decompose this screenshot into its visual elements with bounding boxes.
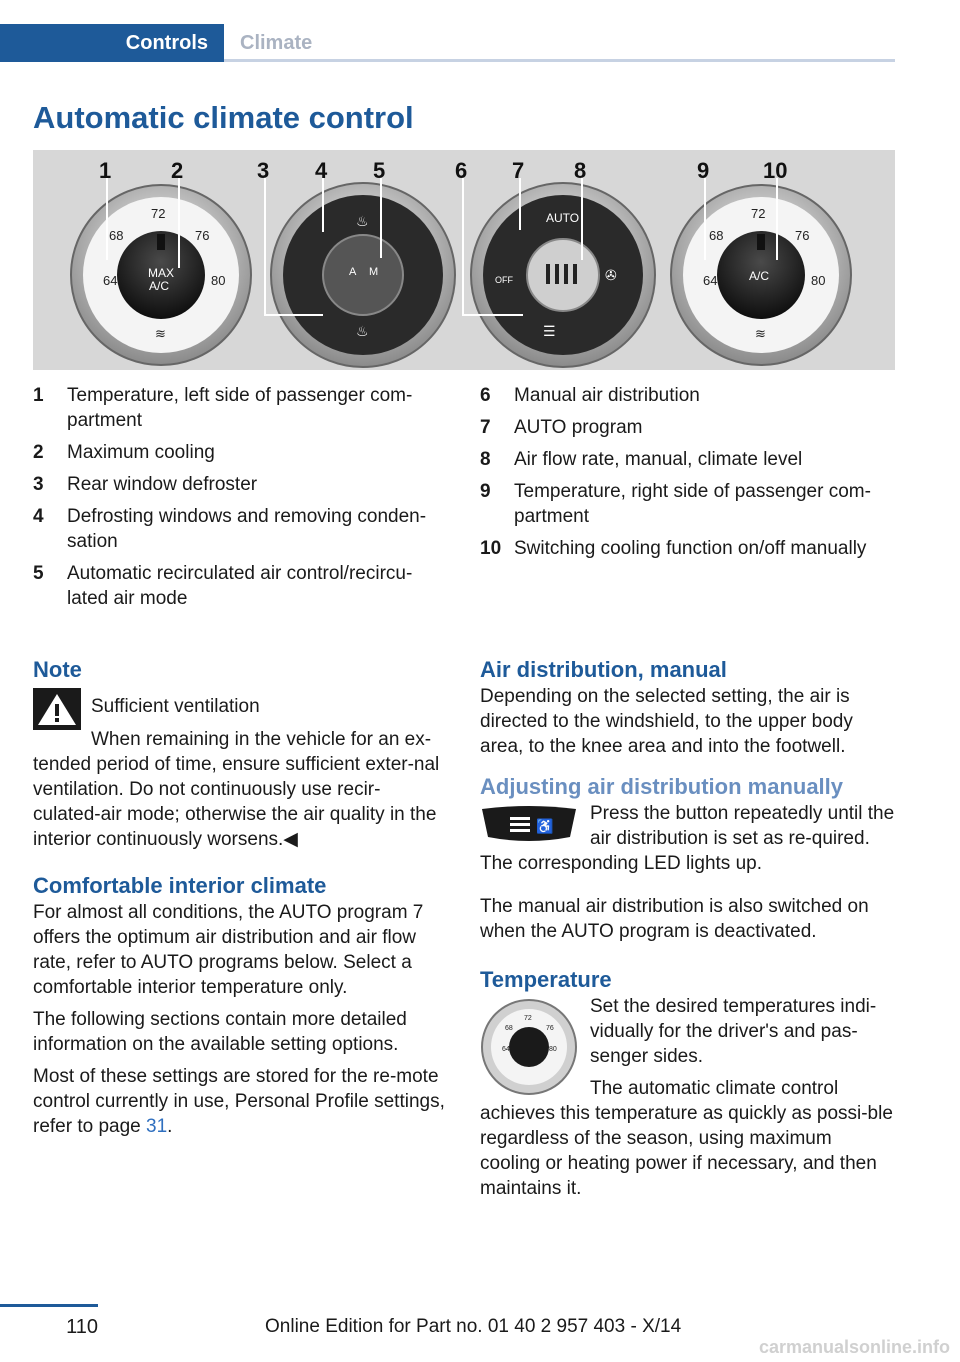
right-dial-76: 76 [795,228,810,243]
temperature-heading: Temperature [480,967,612,992]
defrost-recirculation-dial[interactable] [271,183,455,367]
svg-text:64: 64 [502,1046,510,1053]
section-tab-climate[interactable]: Climate [240,32,313,54]
adjust-air-paragraph: Press the button repeatedly until the air distribution is set as re-quired. The corresponding LED lights up. [480,803,895,874]
legend-item: 7 AUTO program [480,417,643,438]
recirc-a-label: A [349,266,357,278]
right-dial-64: 64 [703,273,718,288]
svg-text:72: 72 [524,1015,532,1022]
right-column [480,656,895,1201]
svg-text:☰: ☰ [543,323,556,339]
footer-divider [0,1304,98,1307]
comfort-paragraph-3: Most of these settings are stored for the re-mote control currently in use, Personal Profile settings, refer to page 31. [33,1066,445,1137]
right-dial-72: 72 [751,206,766,221]
comfort-paragraph-2: The following sections contain more detailed information on the available setting options. [33,1009,407,1055]
temperature-dial-thumbnail [480,998,578,1096]
svg-text:76: 76 [546,1025,554,1032]
legend-item: 6 Manual air distribution [480,385,700,406]
adjust-air-heading: Adjusting air distribution manually [480,774,844,799]
callout-1: 1 [99,158,112,183]
callout-10: 10 [763,158,788,183]
recirc-m-label: M [369,266,379,278]
air-distribution-heading: Air distribution, manual [480,657,727,682]
manual-air-paragraph: The manual air distribution is also switched on when the AUTO program is deactivated. [480,896,869,942]
svg-text:≋: ≋ [755,326,766,341]
callout-5: 5 [373,158,386,183]
svg-text:♿: ♿ [536,818,554,834]
comfort-heading: Comfortable interior climate [33,873,327,898]
left-dial-72: 72 [151,206,166,221]
auto-airflow-dial[interactable] [471,183,655,367]
comfort-paragraph-1: For almost all conditions, the AUTO program 7 offers the optimum air distribution and air flow rate, refer to AUTO programs below. Select a comfortable interior temperature only. [33,902,424,998]
legend-item: 2 Maximum cooling [33,442,215,463]
section-tab-controls[interactable]: Controls [0,24,224,62]
watermark: carmanualsonline.info [758,1337,950,1357]
callout-3: 3 [257,158,270,183]
legend-item: 10 Switching cooling function on/off manually [480,538,867,559]
left-dial-80: 80 [211,273,226,288]
warning-icon [33,688,81,730]
right-dial-center: A/C [749,269,770,283]
svg-text:✇: ✇ [605,267,617,283]
svg-text:♨: ♨ [356,213,369,229]
temperature-paragraph-1: Set the desired temperatures indi-vidually for the driver's and pas-senger sides. [590,996,877,1067]
page-title: Automatic climate control [33,100,414,135]
svg-text:80: 80 [549,1046,557,1053]
svg-text:68: 68 [505,1025,513,1032]
temperature-paragraph-2: The automatic climate control achieves this temperature as quickly as possi-ble regardless of the season, using maximum cooling or heating power if necessary, and then maintains it. [480,1078,893,1199]
right-dial-68: 68 [709,228,724,243]
left-temperature-dial[interactable] [71,185,251,365]
svg-text:≋: ≋ [155,326,166,341]
off-label: OFF [495,275,513,285]
header-divider [224,59,895,62]
legend-right [480,383,900,568]
callout-6: 6 [455,158,468,183]
edition-text: Online Edition for Part no. 01 40 2 957 403 - X/14 [265,1316,682,1337]
legend-item: 8 Air flow rate, manual, climate level [480,449,803,470]
legend-item: 9 Temperature, right side of passenger com-partment [480,481,871,527]
air-distribution-paragraph: Depending on the selected setting, the air is directed to the windshield, to the upper body area, to the knee area and into the footwell. [480,686,853,757]
page-number: 110 [66,1316,98,1338]
right-temperature-dial[interactable] [671,185,851,365]
legend-item: 1 Temperature, left side of passenger com-partment [33,385,413,431]
right-dial-80: 80 [811,273,826,288]
left-dial-68: 68 [109,228,124,243]
page-link[interactable]: 31 [146,1116,168,1137]
left-dial-76: 76 [195,228,210,243]
legend-item: 5 Automatic recirculated air control/recircu-lated air mode [33,563,413,609]
left-column [33,656,448,1139]
callout-8: 8 [574,158,587,183]
left-dial-64: 64 [103,273,118,288]
air-distribution-button-icon [480,805,578,843]
note-heading: Note [33,657,82,682]
callout-7: 7 [512,158,525,183]
legend-item: 3 Rear window defroster [33,474,258,495]
note-body: When remaining in the vehicle for an ex-tended period of time, ensure sufficient exter-nal ventilation. Do not continuously use recir-culated-air mode; otherwise the air quality in the interior continuously worsens.◀ [33,729,440,850]
note-title: Sufficient ventilation [91,696,260,717]
legend-item: 4 Defrosting windows and removing conden-sation [33,506,427,552]
legend-left [33,383,453,618]
climate-panel-illustration [33,150,895,370]
svg-text:MAX: MAX [148,266,175,280]
svg-text:A/C: A/C [149,279,170,293]
header-bar [0,24,895,62]
auto-label: AUTO [546,211,580,225]
callout-2: 2 [171,158,184,183]
callout-9: 9 [697,158,710,183]
climate-panel-figure [33,150,895,370]
callout-numbers [99,158,787,183]
callout-4: 4 [315,158,328,183]
svg-text:♨: ♨ [356,323,369,339]
